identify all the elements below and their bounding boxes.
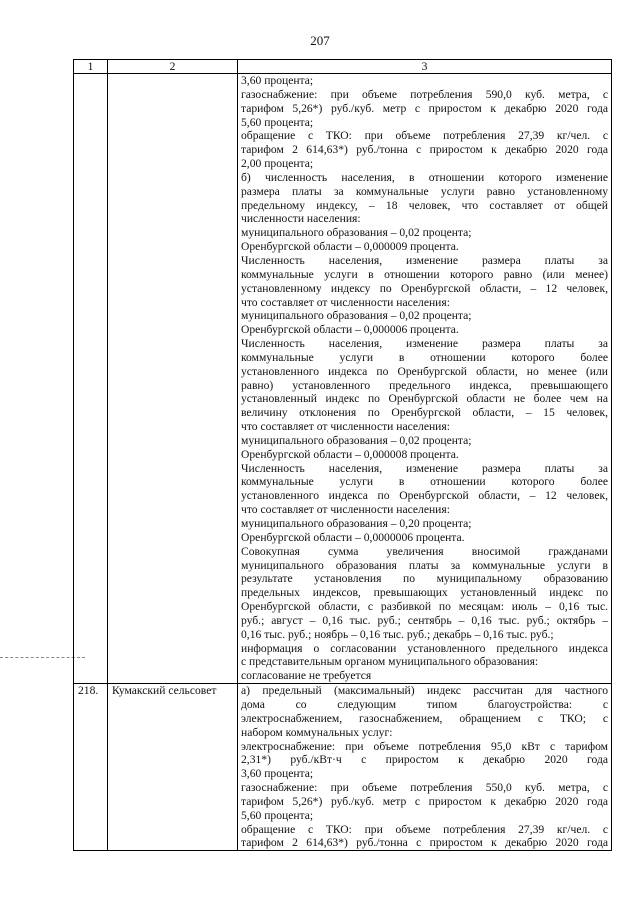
text-line: 2,00 процента; — [241, 157, 314, 171]
text-line: установленный индекс по Оренбургской области не более чем на — [241, 392, 608, 406]
text-line: коммунальные услуги в отношении которого более — [241, 475, 608, 489]
text-line: установленному индексу по Оренбургской области, – 12 человек, — [241, 281, 608, 295]
table-header-row — [74, 60, 612, 74]
text-line: тарифом 2 614,63*) руб./тонна с приростом к декабрю 2020 года — [241, 143, 608, 157]
header-col-1: 1 — [74, 60, 108, 74]
text-line: газоснабжение: при объеме потребления 550,0 куб. метра, с — [241, 781, 608, 795]
text-line: муниципального образования – 0,02 процента; — [241, 433, 472, 447]
text-line: обращение с ТКО: при объеме потребления 27,39 кг/чел. с — [241, 822, 608, 836]
text-line: Совокупная сумма увеличения вносимой гражданами — [241, 544, 608, 558]
text-line: что составляет от численности населения: — [241, 420, 450, 434]
text-line: что составляет от численности населения: — [241, 503, 450, 517]
cell-entry-text — [238, 684, 612, 851]
header-col-3: 3 — [238, 60, 612, 74]
text-line: электроснабжением, газоснабжением, обращением с ТКО; с — [241, 711, 608, 725]
text-line: результате установления по муниципальному образованию — [241, 572, 608, 586]
header-col-2: 2 — [108, 60, 238, 74]
text-line: информация о согласовании установленного предельного индекса — [241, 641, 608, 655]
text-line: набором коммунальных услуг: — [241, 725, 393, 739]
cell-municipality-empty — [108, 74, 238, 684]
text-line: численности населения: — [241, 212, 361, 226]
text-line: муниципального образования – 0,20 процента; — [241, 517, 472, 530]
text-line: Численность населения, изменение размера платы за — [241, 461, 608, 475]
text-line: коммунальные услуги в отношении которого более — [241, 350, 608, 364]
text-line: 0,16 тыс. руб.; ноябрь – 0,16 тыс. руб.; декабрь – 0,16 тыс. руб.; — [241, 627, 554, 641]
text-line: обращение с ТКО: при объеме потребления 27,39 кг/чел. с — [241, 129, 608, 143]
text-line: что составляет от численности населения: — [241, 295, 450, 309]
text-line: электроснабжение: при объеме потребления 95,0 кВт с тарифом — [241, 739, 608, 753]
page-number: 207 — [310, 33, 330, 48]
text-line: 3,60 процента; — [241, 74, 314, 87]
cell-number-empty — [74, 74, 108, 684]
municipality-name: Кумакский сельсовет — [108, 684, 238, 851]
text-line: установленного индекса по Оренбургской области, но менее (или — [241, 364, 608, 378]
text-line: размера платы за коммунальные услуги равно установленному — [241, 184, 608, 198]
text-line: Численность населения, изменение размера платы за — [241, 337, 608, 351]
text-line: Оренбургской области – 0,000008 процента. — [241, 447, 459, 461]
text-line: с представительным органом муниципального образования: — [241, 655, 539, 669]
text-line: Оренбургской области, с разбивкой по месяцам: июль – 0,16 тыс. — [241, 600, 608, 614]
text-line: согласование не требуется — [241, 669, 372, 683]
text-line: Оренбургской области – 0,000009 процента. — [241, 240, 459, 254]
text-line: муниципального образования – 0,02 процента; — [241, 309, 472, 323]
text-line: муниципального образования – 0,02 процента; — [241, 226, 472, 240]
text-line: Оренбургской области – 0,000006 процента. — [241, 323, 459, 337]
table-row-218 — [74, 684, 612, 851]
text-line: тарифом 5,26*) руб./куб. метр с приростом к декабрю 2020 года — [241, 794, 608, 808]
row-number: 218. — [74, 684, 108, 851]
text-line: равно) установленного предельного индекса, превышающего — [241, 378, 608, 392]
text-line: 5,60 процента; — [241, 808, 314, 822]
text-line: 2,31*) руб./кВт·ч с приростом к декабрю 2020 года — [241, 753, 608, 767]
text-line: тарифом 5,26*) руб./куб. метр с приростом к декабрю 2020 года — [241, 101, 608, 115]
text-line: Численность населения, изменение размера платы за — [241, 253, 608, 267]
text-line: 3,60 процента; — [241, 767, 314, 781]
text-line: предельному индексу, – 18 человек, что составляет от общей — [241, 198, 608, 212]
text-line: муниципального образования платы за коммунальные услуги в — [241, 558, 608, 572]
text-line: тарифом 2 614,63*) руб./тонна с приростом к декабрю 2020 года — [241, 836, 608, 850]
text-line: коммунальные услуги в отношении которого равно (или менее) — [241, 267, 608, 281]
table-row-continued — [74, 74, 612, 684]
text-line: руб.; август – 0,16 тыс. руб.; сентябрь – 0,16 тыс. руб.; октябрь – — [241, 613, 608, 627]
cell-continued-text — [238, 74, 612, 684]
text-line: Оренбургской области – 0,0000006 процента. — [241, 530, 465, 544]
text-line: установленного индекса по Оренбургской области, – 12 человек, — [241, 489, 608, 503]
text-line: величину отклонения по Оренбургской области, – 15 человек, — [241, 406, 608, 420]
text-line: 5,60 процента; — [241, 115, 314, 129]
text-line: б) численность населения, в отношении которого изменение — [241, 170, 608, 184]
text-line: а) предельный (максимальный) индекс рассчитан для частного — [241, 684, 608, 698]
text-line: дома со следующим типом благоустройства: с — [241, 697, 608, 711]
text-line: газоснабжение: при объеме потребления 590,0 куб. метра, с — [241, 87, 608, 101]
document-table — [73, 59, 612, 851]
text-line: предельных индексов, превышающих установленный индекс по — [241, 586, 608, 600]
